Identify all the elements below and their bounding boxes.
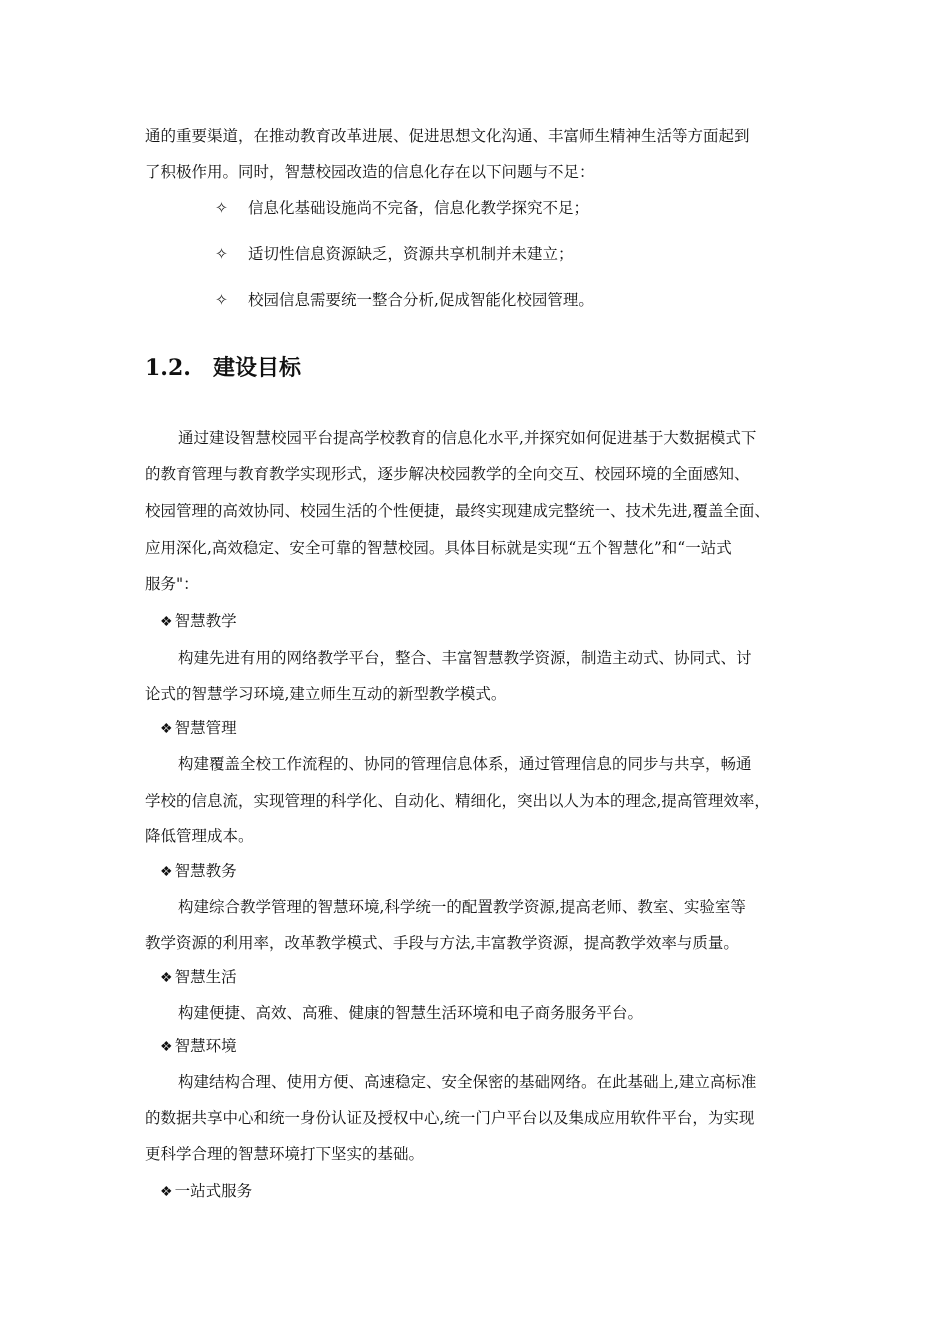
subsection-heading-life <box>160 966 237 989</box>
sparkle-bullet-icon: ✧ <box>215 199 228 217</box>
academic-line-2: 教学资源的利用率，改革教学模式、手段与方法,丰富教学资源，提高教学效率与质量。 <box>145 934 739 952</box>
subsection-title: 智慧管理 <box>174 719 237 737</box>
goal-line-2: 的教育管理与教育教学实现形式，逐步解决校园教学的全向交互、校园环境的全面感知、 <box>145 465 750 483</box>
issue-item-2 <box>215 243 574 265</box>
goal-line-4: 应用深化,高效稳定、安全可靠的智慧校园。具体目标就是实现“五个智慧化”和“一站式 <box>145 539 732 557</box>
sparkle-bullet-icon: ✧ <box>215 245 228 263</box>
subsection-heading-environment <box>160 1035 237 1058</box>
environment-line-1: 构建结构合理、使用方便、高速稳定、安全保密的基础网络。在此基础上,建立高标准 <box>178 1073 757 1091</box>
academic-line-1: 构建综合教学管理的智慧环境,科学统一的配置教学资源,提高老师、教室、实验室等 <box>178 898 746 916</box>
management-line-1: 构建覆盖全校工作流程的、协同的管理信息体系，通过管理信息的同步与共享，畅通 <box>178 755 752 773</box>
intro-line-1: 通的重要渠道，在推动教育改革进展、促进思想文化沟通、丰富师生精神生活等方面起到 <box>145 127 750 145</box>
teaching-line-1: 构建先进有用的网络教学平台，整合、丰富智慧教学资源，制造主动式、协同式、讨 <box>178 649 752 667</box>
subsection-title: 智慧环境 <box>174 1037 237 1055</box>
diamond-bullet-icon: ❖ <box>160 614 173 630</box>
subsection-heading-management <box>160 717 237 740</box>
issue-text: 校园信息需要统一整合分析,促成智能化校园管理。 <box>248 291 594 309</box>
issue-item-3 <box>215 289 594 311</box>
life-line-1: 构建便捷、高效、高雅、健康的智慧生活环境和电子商务服务平台。 <box>178 1004 644 1022</box>
subsection-title: 智慧教学 <box>174 612 237 630</box>
diamond-bullet-icon: ❖ <box>160 1039 173 1055</box>
subsection-heading-academic <box>160 860 237 883</box>
section-title: 建设目标 <box>213 356 302 381</box>
subsection-title: 一站式服务 <box>174 1182 253 1200</box>
teaching-line-2: 论式的智慧学习环境,建立师生互动的新型教学模式。 <box>145 685 507 703</box>
issue-item-1 <box>215 197 589 219</box>
sparkle-bullet-icon: ✧ <box>215 291 228 309</box>
diamond-bullet-icon: ❖ <box>160 1184 173 1200</box>
goal-line-3: 校园管理的高效协同、校园生活的个性便捷，最终实现建成完整统一、技术先进,覆盖全面、 <box>145 502 770 520</box>
section-number: 1.2. <box>145 355 191 381</box>
environment-line-2: 的数据共享中心和统一身份认证及授权中心,统一门户平台以及集成应用软件平台，为实现 <box>145 1109 755 1127</box>
management-line-3: 降低管理成本。 <box>145 827 254 845</box>
subsection-title: 智慧生活 <box>174 968 237 986</box>
diamond-bullet-icon: ❖ <box>160 970 173 986</box>
diamond-bullet-icon: ❖ <box>160 864 173 880</box>
goal-line-5: 服务"： <box>145 575 199 593</box>
intro-line-2: 了积极作用。同时，智慧校园改造的信息化存在以下问题与不足： <box>145 163 595 181</box>
issue-text: 信息化基础设施尚不完备，信息化教学探究不足； <box>248 199 590 217</box>
issue-text: 适切性信息资源缺乏，资源共享机制并未建立； <box>248 245 574 263</box>
subsection-title: 智慧教务 <box>174 862 237 880</box>
management-line-2: 学校的信息流，实现管理的科学化、自动化、精细化，突出以人为本的理念,提高管理效率， <box>145 792 770 810</box>
environment-line-3: 更科学合理的智慧环境打下坚实的基础。 <box>145 1145 425 1163</box>
subsection-heading-teaching <box>160 610 237 633</box>
section-heading <box>145 352 301 385</box>
diamond-bullet-icon: ❖ <box>160 721 173 737</box>
goal-line-1: 通过建设智慧校园平台提高学校教育的信息化水平,并探究如何促进基于大数据模式下 <box>178 429 757 447</box>
subsection-heading-one-stop-service <box>160 1180 252 1203</box>
